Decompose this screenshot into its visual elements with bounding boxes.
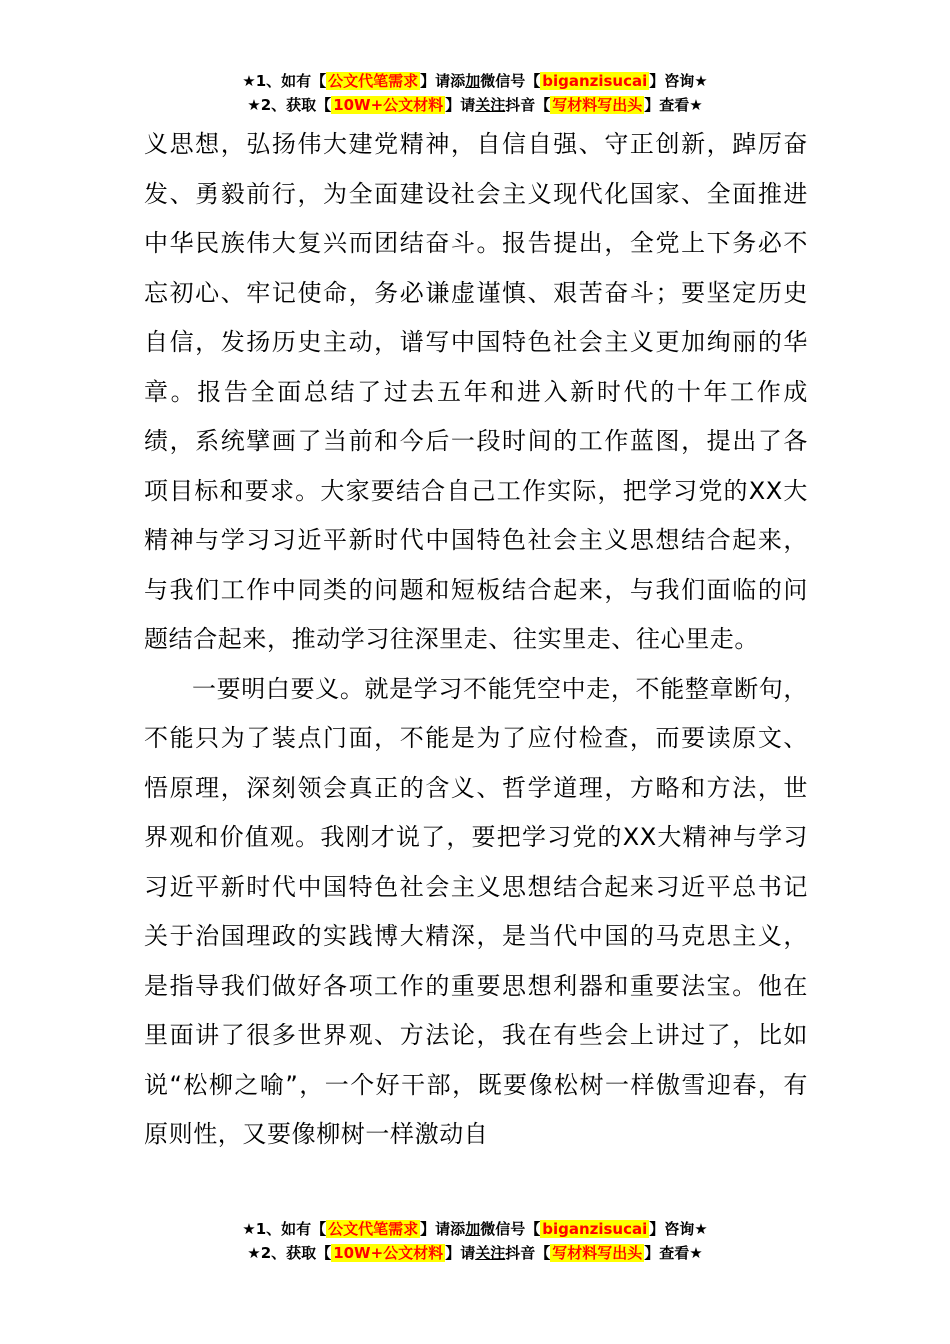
header-line1-suffix: 】咨询★ xyxy=(649,72,708,90)
footer-banner xyxy=(0,1217,950,1265)
document-body xyxy=(144,120,808,1160)
header-line1-text: 】请添 xyxy=(420,72,466,90)
header-line2-underlined: 关注 xyxy=(475,96,506,114)
header-line1-text2: 微信号【 xyxy=(480,72,541,90)
header-highlight-service: 公文代笔需求 xyxy=(328,72,419,90)
footer-highlight-wechat-id: biganzisucai xyxy=(542,1220,648,1238)
header-line2-suffix: 】查看★ xyxy=(644,96,703,114)
footer-line1-text2: 微信号【 xyxy=(480,1220,541,1238)
body-paragraph-2: 一要明白要义。就是学习不能凭空中走，不能整章断句，不能只为了装点门面，不能是为了应付检查，而要读原文、悟原理，深刻领会真正的含义、哲学道理，方略和方法，世界观和价值观。我刚才说了，要把学习党的XX大精神与学习习近平新时代中国特色社会主义思想结合起来习近平总书记关于治国理政的实践博大精深，是当代中国的马克思主义，是指导我们做好各项工作的重要思想利器和重要法宝。他在里面讲了很多世界观、方法论，我在有些会上讲过了，比如说“松柳之喻”，一个好干部，既要像松树一样傲雪迎春，有原则性，又要像柳树一样激动自 xyxy=(144,674,808,1148)
header-highlight-wechat-id: biganzisucai xyxy=(542,72,648,90)
footer-highlight-materials: 10W+公文材料 xyxy=(333,1244,444,1262)
footer-line-1 xyxy=(0,1217,950,1241)
footer-line2-suffix: 】查看★ xyxy=(644,1244,703,1262)
footer-line1-text: 】请添 xyxy=(420,1220,466,1238)
footer-line2-text: 】请 xyxy=(445,1244,476,1262)
header-line1-prefix: ★1、如有【 xyxy=(242,72,327,90)
footer-line2-prefix: ★2、获取【 xyxy=(247,1244,332,1262)
header-highlight-materials: 10W+公文材料 xyxy=(333,96,444,114)
footer-line1-prefix: ★1、如有【 xyxy=(242,1220,327,1238)
footer-line1-suffix: 】咨询★ xyxy=(649,1220,708,1238)
header-line-2 xyxy=(0,93,950,117)
footer-highlight-douyin: 写材料写出头 xyxy=(552,1244,643,1262)
footer-line2-underlined: 关注 xyxy=(475,1244,506,1262)
header-line2-prefix: ★2、获取【 xyxy=(247,96,332,114)
header-line-1 xyxy=(0,69,950,93)
footer-line2-text2: 抖音【 xyxy=(505,1244,551,1262)
header-line2-text: 】请 xyxy=(445,96,476,114)
footer-highlight-service: 公文代笔需求 xyxy=(328,1220,419,1238)
body-paragraph-1: 义思想，弘扬伟大建党精神，自信自强、守正创新，踔厉奋发、勇毅前行，为全面建设社会主义现代化国家、全面推进中华民族伟大复兴而团结奋斗。报告提出，全党上下务必不忘初心、牢记使命，务必谦虚谨慎、艰苦奋斗；要坚定历史自信，发扬历史主动，谱写中国特色社会主义更加绚丽的华章。报告全面总结了过去五年和进入新时代的十年工作成绩，系统擘画了当前和今后一段时间的工作蓝图，提出了各项目标和要求。大家要结合自己工作实际，把学习党的XX大精神与学习习近平新时代中国特色社会主义思想结合起来，与我们工作中同类的问题和短板结合起来，与我们面临的问题结合起来，推动学习往深里走、往实里走、往心里走。 xyxy=(144,130,808,653)
header-line1-underlined: 加 xyxy=(465,72,481,90)
header-highlight-douyin: 写材料写出头 xyxy=(552,96,643,114)
footer-line1-underlined: 加 xyxy=(465,1220,481,1238)
header-line2-text2: 抖音【 xyxy=(505,96,551,114)
footer-line-2 xyxy=(0,1241,950,1265)
header-banner xyxy=(0,69,950,117)
